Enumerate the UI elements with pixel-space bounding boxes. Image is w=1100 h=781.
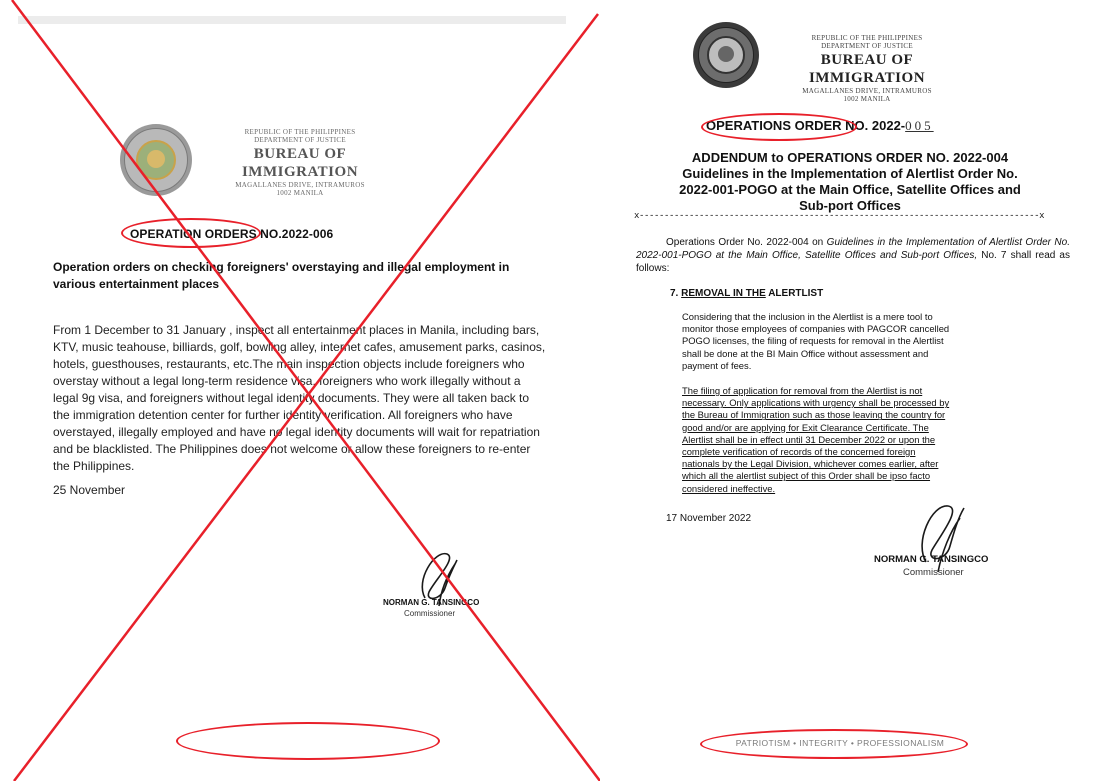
order-number-highlight bbox=[701, 113, 857, 141]
title-line: Guidelines in the Implementation of Alertlist Order No. bbox=[682, 166, 1018, 181]
para-line: payment of fees. bbox=[682, 359, 752, 371]
department-label: DEPARTMENT OF JUSTICE bbox=[821, 42, 913, 51]
intro-suffix: No. 7 shall read as follows: bbox=[636, 250, 1070, 274]
para-line: the Bureau of Immigration such as those leaving the country for bbox=[682, 409, 946, 421]
republic-label: REPUBLIC OF THE PHILIPPINES bbox=[811, 34, 923, 42]
body-line: hotels, guesthouses, restaurants, etc.The main inspection objects include foreigners who bbox=[53, 357, 525, 371]
section-title-underlined: REMOVAL IN THE bbox=[681, 288, 766, 299]
document-date: 25 November bbox=[53, 483, 126, 497]
para-line: Considering that the inclusion in the Alertlist is a mere tool to bbox=[682, 311, 933, 322]
paragraph-two bbox=[682, 385, 1062, 495]
para-line: complete verification of records of the concerned foreign bbox=[682, 446, 916, 458]
body-line: From 1 December to 31 January , inspect all entertainment places in Manila, including bars, bbox=[53, 323, 540, 337]
para-line: Alertlist shall be in effect until 31 December 2022 or upon the bbox=[682, 433, 936, 445]
signatory-name: NORMAN G. TANSINGCO bbox=[874, 554, 989, 565]
address-line-2: 1002 MANILA bbox=[843, 95, 891, 104]
signatory-title: Commissioner bbox=[903, 567, 964, 578]
para-line: good and/or are applying for Exit Clearance Certificate. The bbox=[682, 421, 929, 433]
subject-line: Operation orders on checking foreigners' overstaying and illegal employment in various entertainment places bbox=[53, 260, 510, 291]
para-line: considered ineffective. bbox=[682, 482, 776, 494]
right-document bbox=[600, 0, 1100, 781]
signatory-title: Commissioner bbox=[404, 609, 456, 618]
body-line: overstayed, illegally employed and have no legal identity documents will wait for repatriation bbox=[53, 425, 540, 439]
para-line: nationals by the Legal Division, whichever comes earlier, after bbox=[682, 458, 939, 470]
order-title bbox=[610, 150, 1090, 214]
body-line: and be blacklisted. The Philippines does not welcome or allow these foreigners to re-enter bbox=[53, 442, 531, 456]
title-line: ADDENDUM to OPERATIONS ORDER NO. 2022-004 bbox=[691, 150, 1009, 165]
signatory-name: NORMAN G. TANSINGCO bbox=[383, 598, 480, 607]
section-heading bbox=[670, 288, 823, 299]
right-letterhead bbox=[762, 34, 972, 104]
department-label: DEPARTMENT OF JUSTICE bbox=[254, 136, 346, 145]
paragraph-one bbox=[682, 311, 1062, 372]
title-line: 2022-001-POGO at the Main Office, Satellite Offices and bbox=[679, 182, 1021, 197]
body-line: overstay without a legal long-term residence visa, foreigners who work illegally without a bbox=[53, 374, 521, 388]
section-number: 7. bbox=[670, 288, 679, 299]
body-line: the Philippines. bbox=[53, 459, 135, 473]
bureau-name: BUREAU OF IMMIGRATION bbox=[241, 145, 359, 180]
intro-italic: Guidelines in the Implementation of Alertlist Order No. 2022-001-POGO at the Main Office, Satellite Offices and Sub-port Offices, bbox=[636, 237, 1070, 261]
body-line: the immigration detention center for further identity verification. All foreigners who have bbox=[53, 408, 513, 422]
body-line: legal 9g visa, and foreigners without legal identity documents. They were all taken back to bbox=[53, 391, 530, 405]
order-number-highlight bbox=[121, 218, 261, 248]
document-date: 17 November 2022 bbox=[666, 513, 752, 524]
footer-motto: PATRIOTISM • INTEGRITY • PROFESSIONALISM bbox=[735, 738, 945, 748]
order-prefix: OPERATIONS ORDER NO. 2022- bbox=[706, 118, 906, 133]
section-title-rest: ALERTLIST bbox=[768, 288, 824, 299]
bureau-name: BUREAU OF IMMIGRATION bbox=[808, 51, 926, 86]
body-line: KTV, music teahouse, billiards, golf, bowling alley, internet cafes, amusement parks, casinos, bbox=[53, 340, 546, 354]
para-line: shall be done at the BI Main Office without assessment and bbox=[682, 347, 929, 359]
bureau-seal-icon bbox=[693, 22, 759, 88]
address-line-1: MAGALLANES DRIVE, INTRAMUROS bbox=[235, 180, 365, 189]
title-line: Sub-port Offices bbox=[799, 198, 901, 213]
address-line-2: 1002 MANILA bbox=[276, 189, 324, 198]
para-line: POGO licenses, the filing of requests for removal in the Alertlist bbox=[682, 335, 944, 347]
order-number: OPERATION ORDERS NO.2022-006 bbox=[130, 227, 334, 241]
separator-line: x--------------------------------------------------------------------------------x bbox=[634, 211, 1045, 221]
order-number-handwritten: 005 bbox=[905, 118, 934, 133]
address-line-1: MAGALLANES DRIVE, INTRAMUROS bbox=[802, 86, 932, 95]
para-line: which all the alertlist subject of this Order shall be ipso facto bbox=[682, 470, 931, 482]
footer-motto-highlight bbox=[700, 729, 968, 759]
intro-paragraph bbox=[636, 236, 1070, 275]
para-line: monitor those employees of companies with PAGCOR cancelled bbox=[682, 323, 950, 335]
intro-prefix: Operations Order No. 2022-004 on bbox=[666, 237, 824, 248]
para-line: necessary. Only applications with urgency shall be processed by bbox=[682, 397, 950, 409]
footer-highlight-empty bbox=[176, 722, 440, 760]
republic-label: REPUBLIC OF THE PHILIPPINES bbox=[244, 128, 356, 136]
para-line: The filing of application for removal from the Alertlist is not bbox=[682, 385, 923, 396]
